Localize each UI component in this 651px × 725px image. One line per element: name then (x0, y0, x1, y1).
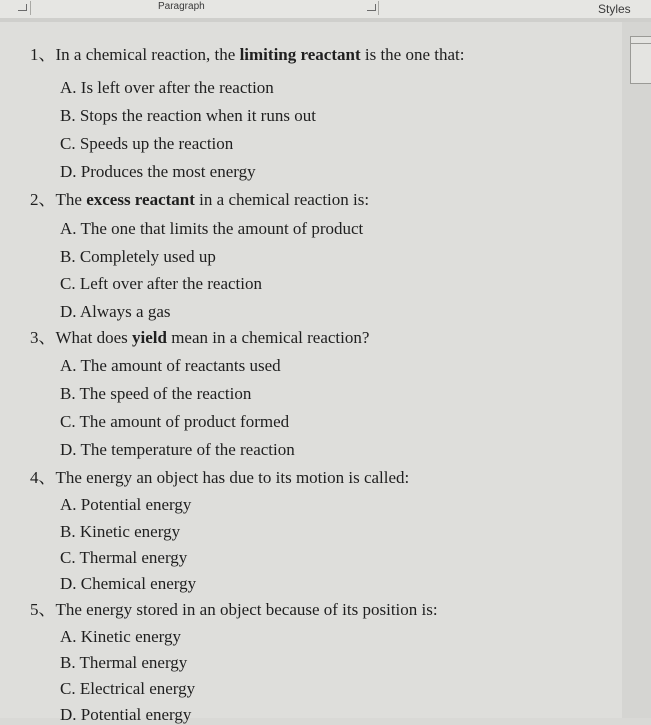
question-number: 5、 (30, 600, 56, 619)
key-term: yield (131, 328, 167, 347)
question-number: 1、 (30, 45, 56, 64)
option-c[interactable]: C. Electrical energy (60, 679, 196, 698)
question-number: 3、 (30, 328, 56, 347)
option-d[interactable]: D. Chemical energy (60, 574, 197, 593)
option-b[interactable]: B. Completely used up (60, 247, 216, 266)
option-a[interactable]: A. Potential energy (60, 495, 192, 514)
option-b[interactable]: B. Stops the reaction when it runs out (60, 106, 316, 125)
group-divider (378, 1, 379, 15)
key-term: limiting reactant (239, 45, 361, 64)
option-d[interactable]: D. Produces the most energy (60, 162, 256, 181)
styles-group-label: Styles (598, 2, 631, 16)
paragraph-group-label: Paragraph (158, 1, 205, 12)
option-d[interactable]: D. The temperature of the reaction (60, 440, 295, 459)
question-text: 2、The excess reactant in a chemical reaction is: (30, 190, 370, 209)
option-a[interactable]: A. Is left over after the reaction (60, 78, 274, 97)
option-d[interactable]: D. Potential energy (60, 705, 192, 724)
group-divider (30, 1, 31, 15)
ribbon (0, 0, 651, 19)
question-text: 4、The energy an object has due to its motion is called: (30, 468, 410, 487)
paragraph-dialog-launcher-icon[interactable] (367, 4, 376, 11)
option-c[interactable]: C. Thermal energy (60, 548, 188, 567)
option-b[interactable]: B. Thermal energy (60, 653, 188, 672)
question-text: 5、The energy stored in an object because of its position is: (30, 600, 438, 619)
question-text: 3、What does yield mean in a chemical reaction? (30, 328, 370, 347)
option-a[interactable]: A. The amount of reactants used (60, 356, 281, 375)
question-text: 1、In a chemical reaction, the limiting reactant is the one that: (30, 45, 465, 64)
side-pane (622, 22, 651, 718)
question-number: 4、 (30, 468, 56, 487)
option-a[interactable]: A. The one that limits the amount of product (60, 219, 364, 238)
option-c[interactable]: C. Left over after the reaction (60, 274, 263, 293)
option-d[interactable]: D. Always a gas (60, 302, 171, 321)
option-c[interactable]: C. The amount of product formed (60, 412, 290, 431)
option-a[interactable]: A. Kinetic energy (60, 627, 182, 646)
dialog-launcher-icon[interactable] (18, 4, 27, 11)
style-preview-box[interactable] (630, 36, 651, 84)
option-b[interactable]: B. Kinetic energy (60, 522, 181, 541)
key-term: excess reactant (86, 190, 195, 209)
option-c[interactable]: C. Speeds up the reaction (60, 134, 234, 153)
option-b[interactable]: B. The speed of the reaction (60, 384, 252, 403)
question-number: 2、 (30, 190, 56, 209)
